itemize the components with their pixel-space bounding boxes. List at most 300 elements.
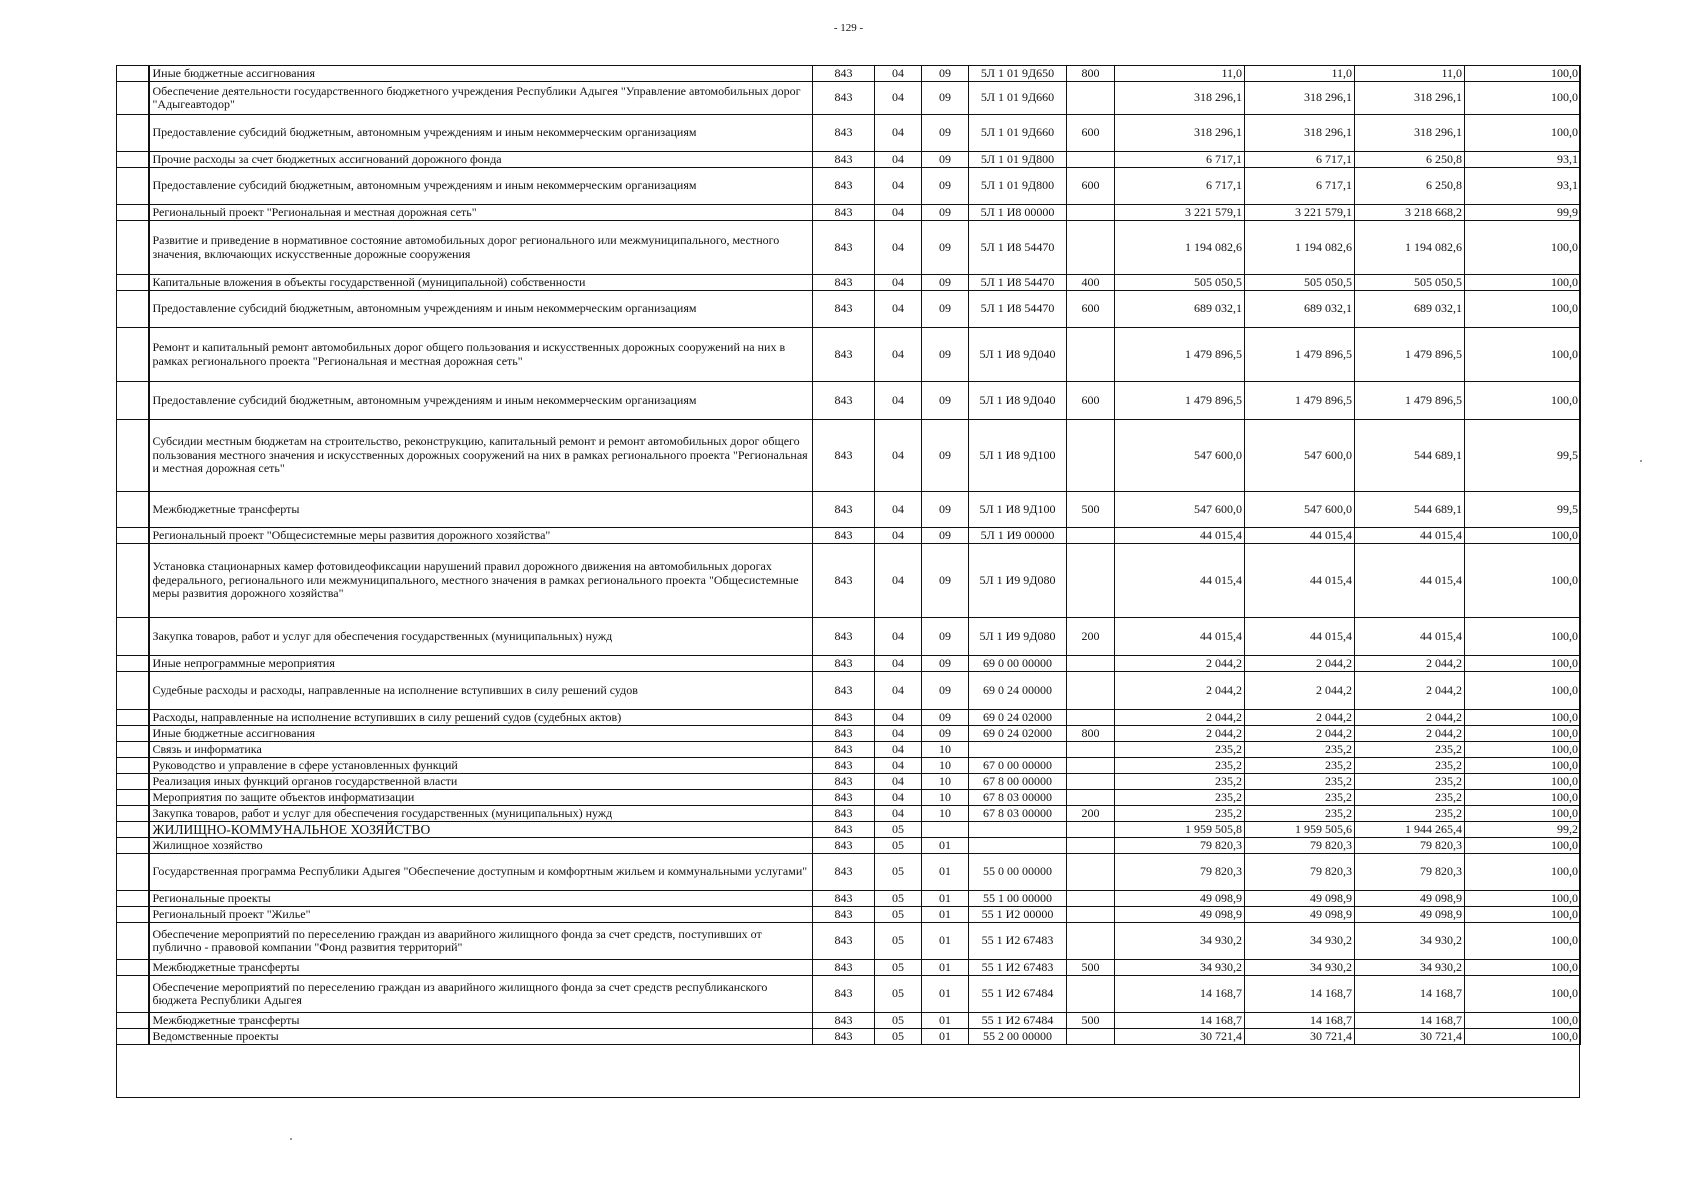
table-row xyxy=(117,960,1581,976)
row-percent: 99,2 xyxy=(1465,822,1581,838)
row-subsection-code: 09 xyxy=(922,528,969,544)
row-section-code: 04 xyxy=(875,328,922,382)
row-value-1: 689 032,1 xyxy=(1115,291,1245,328)
row-ved-code: 843 xyxy=(813,806,875,822)
row-value-1: 30 721,4 xyxy=(1115,1029,1245,1045)
row-value-2: 1 194 082,6 xyxy=(1245,221,1355,275)
row-gutter xyxy=(117,82,149,115)
row-subsection-code: 09 xyxy=(922,82,969,115)
row-expense-type xyxy=(1067,891,1115,907)
row-value-1: 2 044,2 xyxy=(1115,656,1245,672)
row-name: Региональный проект "Жилье" xyxy=(149,907,813,923)
row-ved-code: 843 xyxy=(813,854,875,891)
row-expense-type: 600 xyxy=(1067,115,1115,152)
row-value-3: 689 032,1 xyxy=(1355,291,1465,328)
row-gutter xyxy=(117,923,149,960)
row-value-2: 34 930,2 xyxy=(1245,923,1355,960)
row-percent: 100,0 xyxy=(1465,672,1581,710)
row-expense-type xyxy=(1067,152,1115,168)
row-section-code: 04 xyxy=(875,420,922,492)
row-value-2: 30 721,4 xyxy=(1245,1029,1355,1045)
row-value-2: 79 820,3 xyxy=(1245,854,1355,891)
row-subsection-code: 01 xyxy=(922,854,969,891)
row-subsection-code: 09 xyxy=(922,66,969,82)
row-ved-code: 843 xyxy=(813,672,875,710)
row-value-2: 14 168,7 xyxy=(1245,976,1355,1013)
row-gutter xyxy=(117,1029,149,1045)
row-value-1: 44 015,4 xyxy=(1115,618,1245,656)
row-value-3: 318 296,1 xyxy=(1355,115,1465,152)
row-percent: 93,1 xyxy=(1465,152,1581,168)
row-section-code: 04 xyxy=(875,152,922,168)
row-value-1: 3 221 579,1 xyxy=(1115,205,1245,221)
row-subsection-code: 01 xyxy=(922,891,969,907)
row-expense-type xyxy=(1067,790,1115,806)
row-percent: 100,0 xyxy=(1465,891,1581,907)
row-ved-code: 843 xyxy=(813,1013,875,1029)
row-gutter xyxy=(117,1013,149,1029)
row-value-3: 44 015,4 xyxy=(1355,528,1465,544)
row-value-1: 79 820,3 xyxy=(1115,838,1245,854)
row-value-2: 79 820,3 xyxy=(1245,838,1355,854)
row-section-code: 04 xyxy=(875,672,922,710)
row-subsection-code: 10 xyxy=(922,742,969,758)
row-percent: 100,0 xyxy=(1465,221,1581,275)
row-value-1: 318 296,1 xyxy=(1115,82,1245,115)
row-value-2: 11,0 xyxy=(1245,66,1355,82)
row-value-2: 2 044,2 xyxy=(1245,710,1355,726)
row-value-3: 44 015,4 xyxy=(1355,544,1465,618)
row-value-3: 544 689,1 xyxy=(1355,420,1465,492)
row-value-1: 235,2 xyxy=(1115,742,1245,758)
row-section-code: 05 xyxy=(875,1029,922,1045)
row-value-2: 6 717,1 xyxy=(1245,152,1355,168)
row-value-3: 505 050,5 xyxy=(1355,275,1465,291)
table-row xyxy=(117,291,1581,328)
row-name: Региональный проект "Общесистемные меры развития дорожного хозяйства" xyxy=(149,528,813,544)
row-section-code: 04 xyxy=(875,742,922,758)
row-subsection-code: 09 xyxy=(922,618,969,656)
row-gutter xyxy=(117,291,149,328)
row-target-article: 69 0 00 00000 xyxy=(969,656,1067,672)
row-expense-type xyxy=(1067,838,1115,854)
row-value-3: 1 194 082,6 xyxy=(1355,221,1465,275)
row-ved-code: 843 xyxy=(813,168,875,205)
table-row xyxy=(117,82,1581,115)
table-row xyxy=(117,806,1581,822)
row-percent: 100,0 xyxy=(1465,976,1581,1013)
row-value-2: 3 221 579,1 xyxy=(1245,205,1355,221)
row-target-article: 69 0 24 00000 xyxy=(969,672,1067,710)
row-gutter xyxy=(117,544,149,618)
row-target-article: 67 8 03 00000 xyxy=(969,790,1067,806)
row-ved-code: 843 xyxy=(813,115,875,152)
row-gutter xyxy=(117,838,149,854)
row-name: Предоставление субсидий бюджетным, автономным учреждениям и иным некоммерческим организациям xyxy=(149,168,813,205)
row-target-article: 55 0 00 00000 xyxy=(969,854,1067,891)
table-row xyxy=(117,152,1581,168)
table-row xyxy=(117,382,1581,420)
row-subsection-code: 09 xyxy=(922,492,969,528)
row-section-code: 04 xyxy=(875,115,922,152)
row-gutter xyxy=(117,618,149,656)
row-subsection-code: 01 xyxy=(922,1029,969,1045)
row-gutter xyxy=(117,168,149,205)
row-value-2: 1 479 896,5 xyxy=(1245,382,1355,420)
row-target-article: 5Л 1 И8 54470 xyxy=(969,221,1067,275)
row-gutter xyxy=(117,758,149,774)
row-value-3: 2 044,2 xyxy=(1355,710,1465,726)
row-value-3: 235,2 xyxy=(1355,742,1465,758)
row-value-1: 235,2 xyxy=(1115,806,1245,822)
row-value-1: 235,2 xyxy=(1115,790,1245,806)
row-value-3: 235,2 xyxy=(1355,806,1465,822)
row-ved-code: 843 xyxy=(813,221,875,275)
row-ved-code: 843 xyxy=(813,891,875,907)
row-target-article: 5Л 1 И9 00000 xyxy=(969,528,1067,544)
row-name: Расходы, направленные на исполнение вступивших в силу решений судов (судебных актов) xyxy=(149,710,813,726)
row-value-3: 3 218 668,2 xyxy=(1355,205,1465,221)
row-expense-type xyxy=(1067,221,1115,275)
row-section-code: 05 xyxy=(875,976,922,1013)
row-section-code: 04 xyxy=(875,656,922,672)
row-percent: 100,0 xyxy=(1465,66,1581,82)
row-value-2: 318 296,1 xyxy=(1245,115,1355,152)
row-gutter xyxy=(117,726,149,742)
row-percent: 100,0 xyxy=(1465,656,1581,672)
row-target-article: 55 1 00 00000 xyxy=(969,891,1067,907)
row-expense-type: 600 xyxy=(1067,291,1115,328)
row-target-article xyxy=(969,822,1067,838)
row-name: Обеспечение деятельности государственного бюджетного учреждения Республики Адыгея "Управление автомобильных дорог "Адыгеавтодор" xyxy=(149,82,813,115)
row-value-3: 1 944 265,4 xyxy=(1355,822,1465,838)
row-value-1: 318 296,1 xyxy=(1115,115,1245,152)
row-subsection-code: 09 xyxy=(922,672,969,710)
row-expense-type xyxy=(1067,672,1115,710)
row-ved-code: 843 xyxy=(813,726,875,742)
row-section-code: 05 xyxy=(875,822,922,838)
row-percent: 100,0 xyxy=(1465,726,1581,742)
row-target-article: 5Л 1 И9 9Д080 xyxy=(969,618,1067,656)
row-section-code: 04 xyxy=(875,758,922,774)
row-gutter xyxy=(117,774,149,790)
row-percent: 100,0 xyxy=(1465,328,1581,382)
row-value-1: 2 044,2 xyxy=(1115,710,1245,726)
page-number: - 129 - xyxy=(833,22,864,34)
row-subsection-code: 09 xyxy=(922,275,969,291)
scan-speck xyxy=(1640,460,1642,462)
row-percent: 100,0 xyxy=(1465,790,1581,806)
row-percent: 100,0 xyxy=(1465,907,1581,923)
row-value-2: 2 044,2 xyxy=(1245,656,1355,672)
row-value-2: 235,2 xyxy=(1245,742,1355,758)
row-section-code: 04 xyxy=(875,291,922,328)
row-name: Региональные проекты xyxy=(149,891,813,907)
row-percent: 100,0 xyxy=(1465,742,1581,758)
row-name: Реализация иных функций органов государственной власти xyxy=(149,774,813,790)
row-target-article: 5Л 1 И8 9Д040 xyxy=(969,382,1067,420)
table-row xyxy=(117,528,1581,544)
row-subsection-code: 01 xyxy=(922,960,969,976)
row-value-3: 49 098,9 xyxy=(1355,907,1465,923)
row-expense-type: 200 xyxy=(1067,618,1115,656)
row-target-article: 5Л 1 И8 00000 xyxy=(969,205,1067,221)
row-section-code: 04 xyxy=(875,205,922,221)
row-target-article: 5Л 1 01 9Д800 xyxy=(969,152,1067,168)
row-percent: 100,0 xyxy=(1465,758,1581,774)
row-value-2: 2 044,2 xyxy=(1245,672,1355,710)
row-gutter xyxy=(117,806,149,822)
row-value-2: 44 015,4 xyxy=(1245,544,1355,618)
row-subsection-code: 09 xyxy=(922,382,969,420)
row-expense-type xyxy=(1067,854,1115,891)
row-value-1: 235,2 xyxy=(1115,774,1245,790)
row-percent: 100,0 xyxy=(1465,1013,1581,1029)
row-expense-type xyxy=(1067,420,1115,492)
row-expense-type xyxy=(1067,742,1115,758)
row-name: Предоставление субсидий бюджетным, автономным учреждениям и иным некоммерческим организациям xyxy=(149,115,813,152)
table-row xyxy=(117,221,1581,275)
row-value-1: 14 168,7 xyxy=(1115,1013,1245,1029)
row-subsection-code: 09 xyxy=(922,205,969,221)
table-row xyxy=(117,710,1581,726)
row-percent: 100,0 xyxy=(1465,82,1581,115)
table-row xyxy=(117,656,1581,672)
table-row xyxy=(117,726,1581,742)
row-value-2: 44 015,4 xyxy=(1245,528,1355,544)
row-target-article: 55 2 00 00000 xyxy=(969,1029,1067,1045)
row-value-2: 235,2 xyxy=(1245,774,1355,790)
row-expense-type: 500 xyxy=(1067,960,1115,976)
row-value-2: 49 098,9 xyxy=(1245,907,1355,923)
row-gutter xyxy=(117,221,149,275)
table-row xyxy=(117,672,1581,710)
row-value-3: 30 721,4 xyxy=(1355,1029,1465,1045)
table-row xyxy=(117,923,1581,960)
row-value-2: 235,2 xyxy=(1245,758,1355,774)
row-percent: 100,0 xyxy=(1465,774,1581,790)
row-value-1: 547 600,0 xyxy=(1115,492,1245,528)
row-subsection-code: 09 xyxy=(922,544,969,618)
row-section-code: 04 xyxy=(875,382,922,420)
row-expense-type xyxy=(1067,1029,1115,1045)
row-expense-type xyxy=(1067,528,1115,544)
row-target-article: 55 1 И2 67484 xyxy=(969,976,1067,1013)
row-section-code: 05 xyxy=(875,960,922,976)
row-ved-code: 843 xyxy=(813,1029,875,1045)
table-row xyxy=(117,275,1581,291)
row-ved-code: 843 xyxy=(813,544,875,618)
row-value-1: 235,2 xyxy=(1115,758,1245,774)
row-expense-type: 800 xyxy=(1067,726,1115,742)
row-target-article: 55 1 И2 67483 xyxy=(969,960,1067,976)
row-subsection-code: 09 xyxy=(922,710,969,726)
row-target-article: 5Л 1 И9 9Д080 xyxy=(969,544,1067,618)
row-value-3: 235,2 xyxy=(1355,758,1465,774)
table-row xyxy=(117,1013,1581,1029)
table-row xyxy=(117,115,1581,152)
row-value-3: 6 250,8 xyxy=(1355,152,1465,168)
row-ved-code: 843 xyxy=(813,420,875,492)
row-name: Прочие расходы за счет бюджетных ассигнований дорожного фонда xyxy=(149,152,813,168)
row-percent: 100,0 xyxy=(1465,544,1581,618)
row-value-2: 44 015,4 xyxy=(1245,618,1355,656)
row-value-3: 14 168,7 xyxy=(1355,1013,1465,1029)
row-expense-type xyxy=(1067,758,1115,774)
row-subsection-code: 10 xyxy=(922,790,969,806)
row-value-2: 6 717,1 xyxy=(1245,168,1355,205)
row-expense-type xyxy=(1067,205,1115,221)
row-subsection-code: 09 xyxy=(922,291,969,328)
row-percent: 93,1 xyxy=(1465,168,1581,205)
row-section-code: 04 xyxy=(875,82,922,115)
row-percent: 100,0 xyxy=(1465,806,1581,822)
row-target-article xyxy=(969,838,1067,854)
row-name: Иные бюджетные ассигнования xyxy=(149,726,813,742)
row-value-1: 547 600,0 xyxy=(1115,420,1245,492)
row-name: Капитальные вложения в объекты государственной (муниципальной) собственности xyxy=(149,275,813,291)
row-section-code: 05 xyxy=(875,838,922,854)
table-row xyxy=(117,618,1581,656)
row-gutter xyxy=(117,205,149,221)
row-gutter xyxy=(117,656,149,672)
row-name: Установка стационарных камер фотовидеофиксации нарушений правил дорожного движения на автомобильных дорогах федерального, регионального или межмуниципального, местного значения в рамках регионального проекта "Общесистемные меры развития дорожного хозяйства" xyxy=(149,544,813,618)
row-ved-code: 843 xyxy=(813,618,875,656)
row-value-2: 318 296,1 xyxy=(1245,82,1355,115)
row-name: Закупка товаров, работ и услуг для обеспечения государственных (муниципальных) нужд xyxy=(149,806,813,822)
row-gutter xyxy=(117,960,149,976)
row-gutter xyxy=(117,672,149,710)
row-value-1: 2 044,2 xyxy=(1115,726,1245,742)
row-name: Ведомственные проекты xyxy=(149,1029,813,1045)
row-subsection-code: 01 xyxy=(922,838,969,854)
row-target-article: 55 1 И2 00000 xyxy=(969,907,1067,923)
row-name: Предоставление субсидий бюджетным, автономным учреждениям и иным некоммерческим организациям xyxy=(149,382,813,420)
row-gutter xyxy=(117,854,149,891)
row-expense-type: 600 xyxy=(1067,382,1115,420)
row-target-article: 5Л 1 01 9Д660 xyxy=(969,115,1067,152)
row-value-2: 235,2 xyxy=(1245,790,1355,806)
row-percent: 100,0 xyxy=(1465,528,1581,544)
row-value-1: 49 098,9 xyxy=(1115,907,1245,923)
row-value-3: 2 044,2 xyxy=(1355,656,1465,672)
row-target-article: 5Л 1 И8 54470 xyxy=(969,275,1067,291)
row-gutter xyxy=(117,66,149,82)
row-ved-code: 843 xyxy=(813,656,875,672)
row-ved-code: 843 xyxy=(813,742,875,758)
row-name: Обеспечение мероприятий по переселению граждан из аварийного жилищного фонда за счет средств республиканского бюджета Республики Адыгея xyxy=(149,976,813,1013)
row-name: Мероприятия по защите объектов информатизации xyxy=(149,790,813,806)
table-row xyxy=(117,838,1581,854)
row-section-code: 05 xyxy=(875,891,922,907)
row-value-3: 34 930,2 xyxy=(1355,960,1465,976)
row-section-code: 04 xyxy=(875,544,922,618)
row-value-2: 547 600,0 xyxy=(1245,420,1355,492)
row-name: Закупка товаров, работ и услуг для обеспечения государственных (муниципальных) нужд xyxy=(149,618,813,656)
row-value-1: 44 015,4 xyxy=(1115,528,1245,544)
row-percent: 100,0 xyxy=(1465,960,1581,976)
row-target-article: 67 0 00 00000 xyxy=(969,758,1067,774)
table-row xyxy=(117,790,1581,806)
row-section-code: 04 xyxy=(875,168,922,205)
scan-speck xyxy=(290,1138,292,1140)
row-percent: 99,5 xyxy=(1465,420,1581,492)
row-ved-code: 843 xyxy=(813,205,875,221)
table-row xyxy=(117,66,1581,82)
row-value-3: 1 479 896,5 xyxy=(1355,328,1465,382)
row-percent: 100,0 xyxy=(1465,923,1581,960)
row-name: Региональный проект "Региональная и местная дорожная сеть" xyxy=(149,205,813,221)
row-target-article: 67 8 00 00000 xyxy=(969,774,1067,790)
row-name: Субсидии местным бюджетам на строительство, реконструкцию, капитальный ремонт и ремонт автомобильных дорог общего пользования местного значения и искусственных дорожных сооружений на них в рамках регионального проекта "Региональная и местная дорожная сеть" xyxy=(149,420,813,492)
row-name: Межбюджетные трансферты xyxy=(149,492,813,528)
row-value-1: 49 098,9 xyxy=(1115,891,1245,907)
row-section-code: 04 xyxy=(875,790,922,806)
row-gutter xyxy=(117,891,149,907)
table-row xyxy=(117,544,1581,618)
row-ved-code: 843 xyxy=(813,774,875,790)
row-expense-type: 500 xyxy=(1067,492,1115,528)
row-section-code: 04 xyxy=(875,774,922,790)
row-value-1: 34 930,2 xyxy=(1115,960,1245,976)
row-gutter xyxy=(117,420,149,492)
row-section-code: 04 xyxy=(875,492,922,528)
row-subsection-code: 09 xyxy=(922,168,969,205)
row-value-3: 1 479 896,5 xyxy=(1355,382,1465,420)
row-ved-code: 843 xyxy=(813,758,875,774)
row-name: Иные бюджетные ассигнования xyxy=(149,66,813,82)
row-subsection-code: 09 xyxy=(922,656,969,672)
row-value-2: 14 168,7 xyxy=(1245,1013,1355,1029)
row-subsection-code: 09 xyxy=(922,420,969,492)
row-value-2: 1 959 505,6 xyxy=(1245,822,1355,838)
row-gutter xyxy=(117,382,149,420)
row-expense-type xyxy=(1067,710,1115,726)
row-value-3: 235,2 xyxy=(1355,774,1465,790)
row-value-3: 34 930,2 xyxy=(1355,923,1465,960)
row-expense-type xyxy=(1067,82,1115,115)
table-row xyxy=(117,891,1581,907)
table-row xyxy=(117,774,1581,790)
row-target-article: 5Л 1 И8 9Д100 xyxy=(969,492,1067,528)
row-value-2: 689 032,1 xyxy=(1245,291,1355,328)
row-subsection-code: 01 xyxy=(922,907,969,923)
row-name: Связь и информатика xyxy=(149,742,813,758)
row-name: Жилищное хозяйство xyxy=(149,838,813,854)
row-name: Межбюджетные трансферты xyxy=(149,960,813,976)
row-value-1: 2 044,2 xyxy=(1115,672,1245,710)
row-name: Судебные расходы и расходы, направленные на исполнение вступивших в силу решений судов xyxy=(149,672,813,710)
row-subsection-code: 09 xyxy=(922,115,969,152)
row-expense-type xyxy=(1067,544,1115,618)
row-ved-code: 843 xyxy=(813,907,875,923)
row-name: Государственная программа Республики Адыгея "Обеспечение доступным и комфортным жильем и коммунальными услугами" xyxy=(149,854,813,891)
row-expense-type: 400 xyxy=(1067,275,1115,291)
row-value-1: 505 050,5 xyxy=(1115,275,1245,291)
row-target-article: 5Л 1 01 9Д800 xyxy=(969,168,1067,205)
row-expense-type xyxy=(1067,976,1115,1013)
row-value-3: 544 689,1 xyxy=(1355,492,1465,528)
row-value-1: 1 479 896,5 xyxy=(1115,382,1245,420)
row-value-2: 34 930,2 xyxy=(1245,960,1355,976)
row-target-article: 55 1 И2 67484 xyxy=(969,1013,1067,1029)
row-ved-code: 843 xyxy=(813,923,875,960)
row-value-1: 11,0 xyxy=(1115,66,1245,82)
row-subsection-code: 09 xyxy=(922,152,969,168)
row-target-article: 5Л 1 01 9Д660 xyxy=(969,82,1067,115)
row-target-article xyxy=(969,742,1067,758)
row-value-1: 1 194 082,6 xyxy=(1115,221,1245,275)
